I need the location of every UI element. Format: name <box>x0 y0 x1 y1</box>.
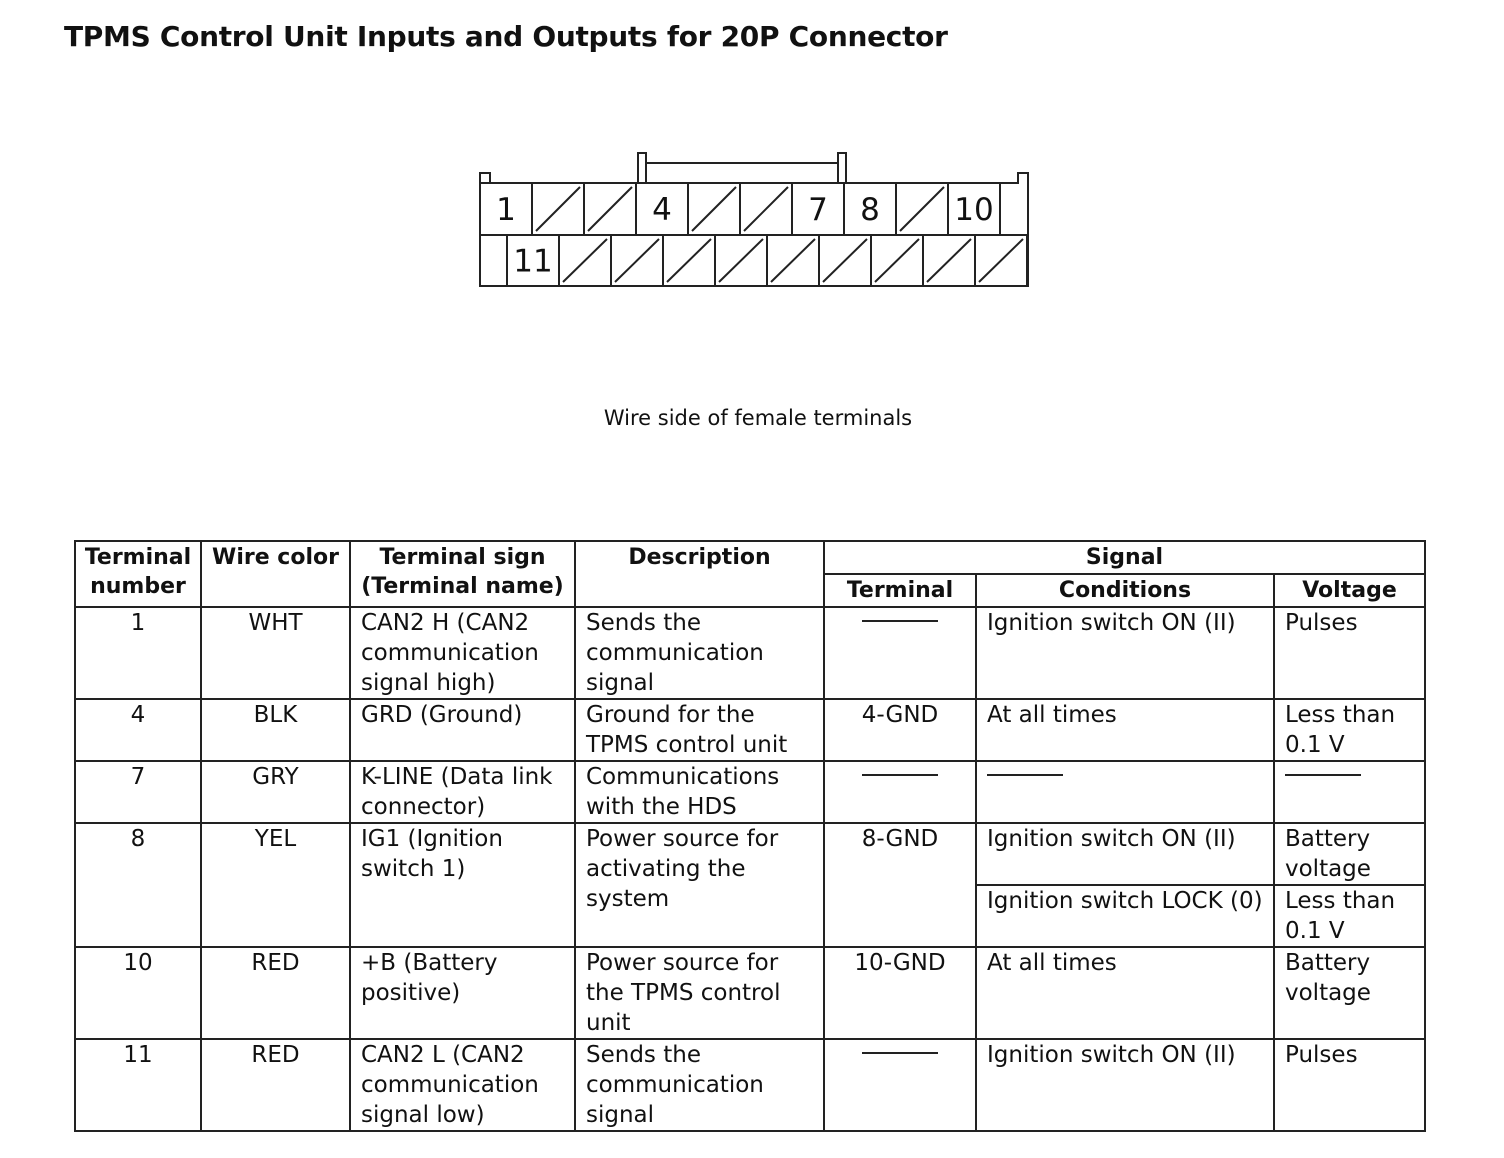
pin-number-label: 1 <box>496 192 516 228</box>
unused-pin-slash <box>927 239 971 282</box>
wire-color-cell: WHT <box>201 607 350 699</box>
description-cell: Ground for the TPMS control unit <box>575 699 824 761</box>
table-row <box>75 761 1425 823</box>
unused-pin-slash <box>823 239 867 282</box>
table-row <box>75 699 1425 761</box>
table-row <box>75 947 1425 1039</box>
unused-pin-slash <box>667 239 711 282</box>
header-conditions: Conditions <box>976 574 1274 607</box>
terminal-number-cell: 7 <box>75 761 201 823</box>
terminal-number-cell: 10 <box>75 947 201 1039</box>
wire-color-cell: RED <box>201 947 350 1039</box>
unused-pin-slash <box>771 239 815 282</box>
pin-table <box>74 540 1426 1132</box>
table-row <box>75 823 1425 885</box>
pin-number-label: 8 <box>860 192 880 228</box>
unused-pin-slash <box>719 239 763 282</box>
header-wire-color: Wire color <box>201 541 350 607</box>
unused-pin-slash <box>692 187 736 231</box>
header-terminal-sign: Terminal sign (Terminal name) <box>350 541 575 607</box>
unused-pin-slash <box>979 239 1023 282</box>
header-description: Description <box>575 541 824 607</box>
dash-mark <box>1285 774 1361 776</box>
unused-pin-slash <box>744 187 788 231</box>
terminal-sign-cell: K-LINE (Data link connector) <box>350 761 575 823</box>
terminal-number-cell: 1 <box>75 607 201 699</box>
conditions-cell: Ignition switch ON (II) <box>976 823 1274 885</box>
connector-caption: Wire side of female terminals <box>603 406 913 430</box>
header-terminal-number: Terminal number <box>75 541 201 607</box>
table-row <box>75 607 1425 699</box>
wire-color-cell: BLK <box>201 699 350 761</box>
terminal-sign-cell: CAN2 H (CAN2 communication signal high) <box>350 607 575 699</box>
voltage-cell: Battery voltage <box>1274 823 1425 885</box>
dash-mark <box>987 774 1063 776</box>
terminal-sign-cell: CAN2 L (CAN2 communication signal low) <box>350 1039 575 1131</box>
signal-terminal-cell: 8-GND <box>824 823 976 947</box>
page-title: TPMS Control Unit Inputs and Outputs for 20P Connector <box>64 20 948 53</box>
wire-color-cell: GRY <box>201 761 350 823</box>
terminal-sign-cell: +B (Battery positive) <box>350 947 575 1039</box>
unused-pin-slash <box>536 187 580 231</box>
terminal-sign-cell: IG1 (Ignition switch 1) <box>350 823 575 947</box>
unused-pin-slash <box>875 239 919 282</box>
wire-color-cell: RED <box>201 1039 350 1131</box>
voltage-cell: Pulses <box>1274 1039 1425 1131</box>
unused-pin-slash <box>588 187 632 231</box>
pin-number-label: 4 <box>652 192 672 228</box>
signal-terminal-cell <box>824 1039 976 1131</box>
voltage-cell: Less than 0.1 V <box>1274 885 1425 947</box>
unused-pin-slash <box>563 239 607 282</box>
pin-number-label: 10 <box>954 192 994 228</box>
dash-mark <box>862 620 938 622</box>
voltage-cell: Battery voltage <box>1274 947 1425 1039</box>
description-cell: Power source for the TPMS control unit <box>575 947 824 1039</box>
conditions-cell: Ignition switch LOCK (0) <box>976 885 1274 947</box>
pin-number-label: 11 <box>513 243 553 280</box>
header-voltage: Voltage <box>1274 574 1425 607</box>
description-cell: Sends the communication signal <box>575 1039 824 1131</box>
connector-cell <box>480 235 507 286</box>
signal-terminal-cell <box>824 761 976 823</box>
voltage-cell: Less than 0.1 V <box>1274 699 1425 761</box>
conditions-cell: At all times <box>976 947 1274 1039</box>
dash-mark <box>862 774 938 776</box>
unused-pin-slash <box>900 187 944 231</box>
dash-mark <box>862 1052 938 1054</box>
wire-color-cell: YEL <box>201 823 350 947</box>
description-cell: Power source for activating the system <box>575 823 824 947</box>
signal-terminal-cell <box>824 607 976 699</box>
header-signal: Signal <box>824 541 1425 574</box>
terminal-number-cell: 11 <box>75 1039 201 1131</box>
conditions-cell <box>976 761 1274 823</box>
description-cell: Communications with the HDS <box>575 761 824 823</box>
terminal-sign-cell: GRD (Ground) <box>350 699 575 761</box>
pin-number-label: 7 <box>808 192 828 228</box>
conditions-cell: Ignition switch ON (II) <box>976 607 1274 699</box>
signal-terminal-cell: 4-GND <box>824 699 976 761</box>
connector-diagram <box>470 145 1050 300</box>
terminal-number-cell: 4 <box>75 699 201 761</box>
signal-terminal-cell: 10-GND <box>824 947 976 1039</box>
header-signal-terminal: Terminal <box>824 574 976 607</box>
voltage-cell <box>1274 761 1425 823</box>
conditions-cell: Ignition switch ON (II) <box>976 1039 1274 1131</box>
voltage-cell: Pulses <box>1274 607 1425 699</box>
unused-pin-slash <box>615 239 659 282</box>
table-row <box>75 1039 1425 1131</box>
terminal-number-cell: 8 <box>75 823 201 947</box>
conditions-cell: At all times <box>976 699 1274 761</box>
description-cell: Sends the communication signal <box>575 607 824 699</box>
